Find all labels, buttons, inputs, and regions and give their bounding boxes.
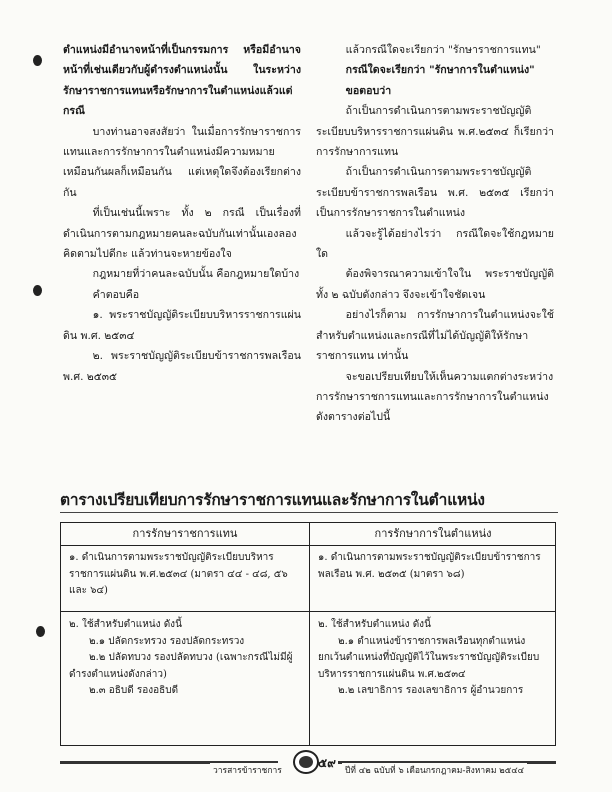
divider bbox=[309, 523, 310, 745]
cell-text: ๒.๒ เลขาธิการ รองเลขาธิการ ผู้อำนวยการ bbox=[338, 685, 524, 697]
cell-text: ๑. ดำเนินการตามพระราชบัญญัติระเบียบบริหารราชการแผ่นดิน พ.ศ.๒๕๓๔ (มาตรา ๔๔ - ๔๘, ๕๖ และ ๖๔) bbox=[69, 552, 288, 597]
table-header-acting: การรักษาราชการแทน bbox=[132, 527, 238, 540]
paragraph: กฎหมายที่ว่าคนละฉบับนั้น คือกฎหมายใดบ้าง bbox=[92, 268, 300, 281]
paragraph: แล้วกรณีใดจะเรียกว่า "รักษาราชการแทน" bbox=[345, 44, 541, 56]
cell-text: ๒. ใช้สำหรับตำแหน่ง ดังนี้ bbox=[69, 619, 182, 630]
paragraph: ตำแหน่งมีอำนาจหน้าที่เป็นกรรมการ หรือมีอำนาจหน้าที่เช่นเดียวกับผู้ดำรงตำแหน่งนั้น ในระหว่างรักษาราชการแทนหรือรักษาการในตำแหน่งแล้วแต่กรณี bbox=[63, 44, 301, 118]
paragraph: บางท่านอาจสงสัยว่า ในเมื่อการรักษาราชการแทนและการรักษาการในตำแหน่งมีความหมายเหมือนกันผลก็เหมือนกัน แต่เหตุใดจึงต้องเรียกต่างกัน bbox=[63, 125, 301, 199]
cell-text: ๒.๒ ปลัดทบวง รองปลัดทบวง (เฉพาะกรณีไม่มีผู้ดำรงตำแหน่งดังกล่าว) bbox=[69, 652, 293, 680]
journal-name: วารสารข้าราชการ bbox=[210, 763, 285, 777]
table-cell bbox=[318, 617, 550, 700]
cell-text: ๒.๓ อธิบดี รองอธิบดี bbox=[89, 685, 179, 697]
cell-text: ๑. ดำเนินการตามพระราชบัญญัติระเบียบข้าราชการพลเรือน พ.ศ. ๒๕๓๕ (มาตรา ๖๘) bbox=[318, 552, 541, 580]
paragraph: กรณีใดจะเรียกว่า "รักษาการในตำแหน่ง" bbox=[345, 64, 535, 77]
paragraph: ๑. พระราชบัญญัติระเบียบบริหารราชการแผ่นดิน พ.ศ. ๒๕๓๔ bbox=[63, 309, 301, 342]
issue-info: ปีที่ ๔๒ ฉบับที่ ๖ เดือนกรกฎาคม-สิงหาคม ๒๕๔๔ bbox=[342, 763, 527, 777]
cell-text: ๒. ใช้สำหรับตำแหน่ง ดังนี้ bbox=[318, 619, 431, 630]
right-text-column bbox=[316, 40, 554, 428]
cell-text: ๒.๑ ปลัดกระทรวง รองปลัดกระทรวง bbox=[89, 635, 245, 647]
emblem-icon bbox=[293, 750, 319, 774]
table-cell bbox=[69, 617, 303, 700]
punch-hole-top bbox=[33, 55, 42, 66]
punch-hole-bottom bbox=[36, 626, 45, 637]
paragraph: ถ้าเป็นการดำเนินการตามพระราชบัญญัติระเบียบบริหารราชการแผ่นดิน พ.ศ.๒๕๓๔ ก็เรียกว่า การรักษาการแทน bbox=[316, 105, 554, 159]
paragraph: ขอตอบว่า bbox=[345, 84, 392, 97]
comparison-table bbox=[60, 522, 556, 746]
punch-hole-middle bbox=[33, 285, 42, 296]
cell-text: ๒.๑ ตำแหน่งข้าราชการพลเรือนทุกตำแหน่งยกเว้นตำแหน่งที่บัญญัติไว้ในพระราชบัญญัติระเบียบบริหารราชการแผ่นดิน พ.ศ.๒๕๓๔ bbox=[318, 635, 540, 680]
paragraph: ๒. พระราชบัญญัติระเบียบข้าราชการพลเรือน พ.ศ. ๒๕๓๕ bbox=[63, 350, 301, 383]
paragraph: ต้องพิจารณาความเข้าใจใน พระราชบัญญัติ ทั้ง ๒ ฉบับดังกล่าว จึงจะเข้าใจชัดเจน bbox=[316, 268, 554, 301]
left-text-column bbox=[63, 40, 301, 387]
paragraph: แล้วจะรู้ได้อย่างไรว่า กรณีใดจะใช้กฎหมายใด bbox=[316, 227, 554, 261]
paragraph: ถ้าเป็นการดำเนินการตามพระราชบัญญัติระเบียบข้าราชการพลเรือน พ.ศ. ๒๕๓๕ เรียกว่าเป็นการรักษาราชการในตำแหน่ง bbox=[316, 166, 554, 220]
table-title: ตารางเปรียบเทียบการรักษาราชการแทนและรักษาการในตำแหน่ง bbox=[60, 491, 485, 509]
table-cell bbox=[318, 550, 550, 583]
paragraph: จะขอเปรียบเทียบให้เห็นความแตกต่างระหว่างการรักษาราชการแทนและการรักษาการในตำแหน่ง ดังตารางต่อไปนี้ bbox=[316, 370, 554, 424]
page-number: ๕๙ bbox=[318, 756, 336, 770]
divider bbox=[60, 512, 558, 513]
divider bbox=[61, 611, 555, 612]
table-cell bbox=[69, 550, 303, 600]
paragraph: ที่เป็นเช่นนี้เพราะ ทั้ง ๒ กรณี เป็นเรื่องที่ดำเนินการตามกฎหมายคนละฉบับกันเท่านั้นเองลองคิดตามไปดีกะ แล้วท่านจะหายข้องใจ bbox=[63, 207, 301, 261]
divider bbox=[61, 545, 555, 546]
paragraph: อย่างไรก็ตาม การรักษาการในตำแหน่งจะใช้สำหรับตำแหน่งและกรณีที่ไม่ได้บัญญัติให้รักษาราชการแทน เท่านั้น bbox=[316, 309, 554, 363]
table-header-caretaker: การรักษาการในตำแหน่ง bbox=[374, 527, 492, 540]
page-footer bbox=[60, 750, 556, 774]
paragraph: คำตอบคือ bbox=[92, 288, 140, 301]
